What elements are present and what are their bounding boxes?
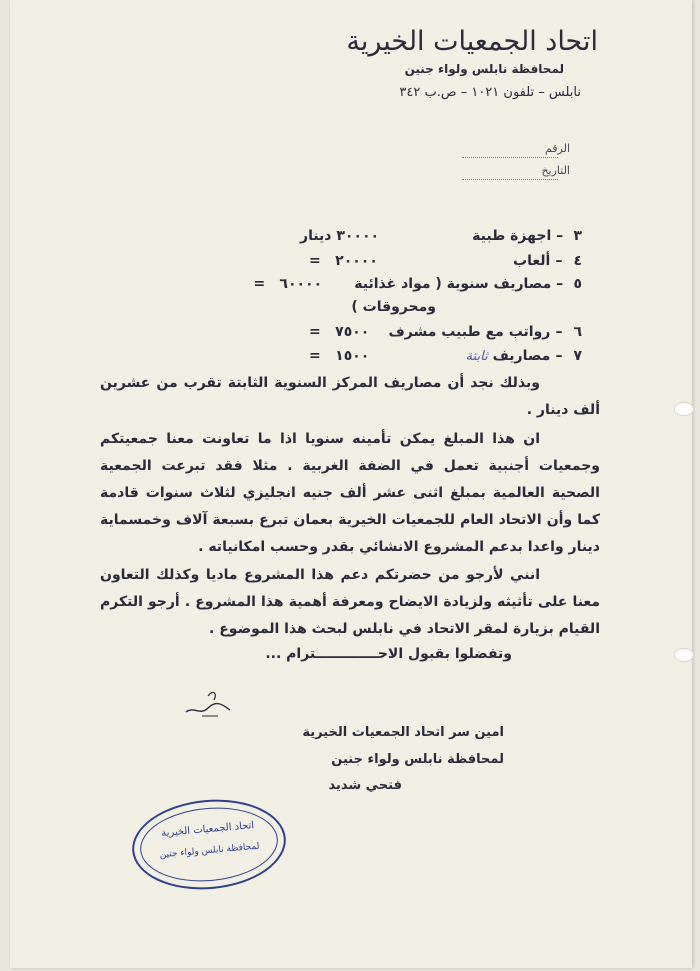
letterhead-contact: نابلس – تلفون ١٠٢١ – ص.ب ٣٤٢ <box>399 85 581 100</box>
reference-line <box>462 156 558 158</box>
letterhead-title: اتحاد الجمعيات الخيرية <box>346 26 598 57</box>
item-label: رواتب مع طبيب مشرف <box>388 324 551 340</box>
body-paragraph-2: ان هذا المبلغ يمكن تأمينه سنويا اذا ما تعاونت معنا جمعيتكم وجمعيات أجنبية تعمل في الضفة الغربية . مثلا فقد تبرعت الجمعية الصحية العالمية بمبلغ اثنى عشر ألف جنيه انجليزي لثلاث سنوات قادمة كما وأن الاتحاد العام للجمعيات الخيرية بعمان تبرع بسبعة آلاف وخمسماية دينار واعدا بدعم المشروع الانشائي بقدر وحسب امكانياته . <box>100 431 600 555</box>
item-amount: ٢٠٠٠٠ <box>335 253 378 269</box>
item-number: ٣ <box>573 228 582 244</box>
item-label-continued: ومحروقات ) <box>351 299 436 315</box>
item-amount: ٧٥٠٠ <box>335 324 370 340</box>
punch-hole-top <box>674 402 694 416</box>
budget-item: ٧ – مصاريف ثابتة ١٥٠٠ = <box>300 348 582 364</box>
item-unit: = <box>308 253 321 269</box>
letterhead-subtitle: لمحافظة نابلس ولواء جنين <box>404 62 564 76</box>
item-amount: ١٥٠٠ <box>335 348 370 364</box>
date-line <box>462 178 558 180</box>
signature-scribble <box>178 686 238 726</box>
stamp-text-top: اتحاد الجمعيات الخيرية <box>160 820 255 840</box>
official-stamp <box>128 793 289 895</box>
reference-label: الرقم <box>544 142 570 155</box>
budget-item: ٦ – رواتب مع طبيب مشرف ٧٥٠٠ = <box>300 324 582 340</box>
item-number: ٤ <box>573 253 582 269</box>
item-label-group <box>410 348 550 364</box>
item-amount: ٣٠٠٠٠ <box>336 228 380 244</box>
body-paragraph-3: انني لأرجو من حضرتكم دعم هذا المشروع ماديا وكذلك التعاون معنا على تأثيثه ولزيادة الايضاح ومعرفة أهمية هذا المشروع . أرجو التكرم القيام بزيارة لمقر الاتحاد في نابلس لبحث هذا الموضوع . <box>100 567 600 637</box>
item-amount: ٦٠٠٠٠ <box>279 276 323 292</box>
signature-name: فتحي شديد <box>328 778 402 793</box>
punch-hole-bottom <box>674 648 694 662</box>
item-unit: = <box>253 276 266 292</box>
stamp-text-bottom: لمحافظة نابلس ولواء جنين <box>159 841 260 861</box>
item-unit: دينار <box>300 228 332 244</box>
letter-sheet <box>10 0 692 968</box>
item-label: ألعاب <box>513 253 551 269</box>
item-label: مصاريف سنوية ( مواد غذائية <box>354 276 552 292</box>
signature-organization: لمحافظة نابلس ولواء جنين <box>331 752 504 767</box>
budget-item: ٤ – ألعاب ٢٠٠٠٠ = <box>300 253 582 269</box>
item-number: ٧ <box>573 348 582 364</box>
item-label: اجهزة طبية <box>472 228 552 244</box>
budget-item: ٥ – مصاريف سنوية ( مواد غذائية ٦٠٠٠٠ = <box>245 276 582 292</box>
item-number: ٦ <box>573 324 582 340</box>
signature-title: امين سر اتحاد الجمعيات الخيرية <box>302 725 504 740</box>
date-label: التاريخ <box>541 164 570 177</box>
item-unit: = <box>308 324 321 340</box>
item-unit: = <box>308 348 321 364</box>
item-label: مصاريف <box>492 348 551 364</box>
closing-line: وتفضلوا بقبول الاحـــــــــــــترام ... <box>265 646 512 662</box>
item-number: ٥ <box>573 276 582 292</box>
body-paragraph-1: وبذلك نجد أن مصاريف المركز السنوية الثابتة تقرب من عشرين ألف دينار . <box>100 375 600 418</box>
budget-item: ٣ – اجهزة طبية ٣٠٠٠٠ دينار <box>300 228 582 244</box>
handwritten-annotation: ثابتة <box>465 349 488 364</box>
